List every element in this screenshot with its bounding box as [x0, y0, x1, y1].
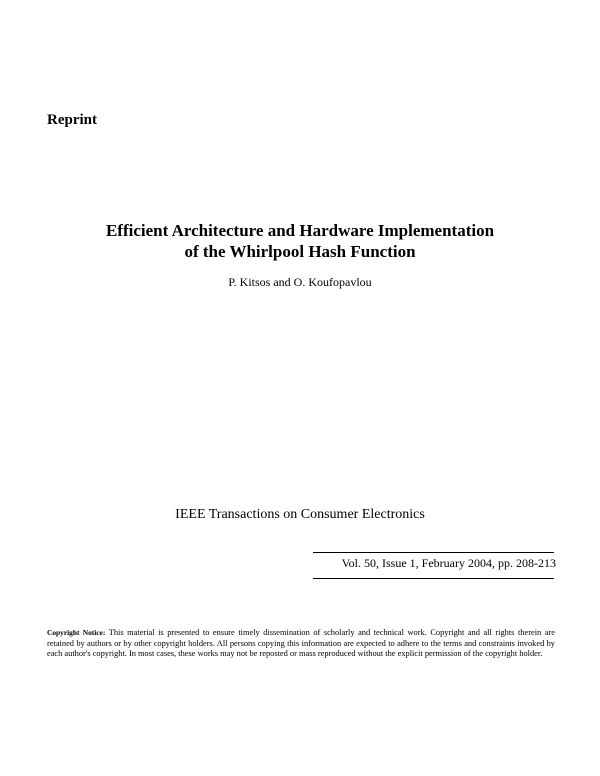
journal-name: IEEE Transactions on Consumer Electronics	[175, 507, 425, 522]
citation-top-rule	[313, 552, 554, 553]
paper-title	[0, 220, 600, 262]
title-line-1: Efficient Architecture and Hardware Implementation	[105, 221, 495, 240]
copyright-notice-label: Copyright Notice:	[47, 628, 106, 637]
copyright-notice	[47, 628, 555, 660]
copyright-notice-text: This material is presented to ensure timely dissemination of scholarly and technical work. Copyright and all rights therein are retained by authors or by other copyright holders. All persons copying this information are expected to adhere to the terms and constraints invoked by each author's copyright. In most cases, these works may not be reposted or mass reproduced without the explicit permission of the copyright holder.	[47, 628, 555, 659]
citation: Vol. 50, Issue 1, February 2004, pp. 208-213	[341, 556, 556, 570]
citation-bottom-rule	[313, 578, 554, 579]
reprint-label: Reprint	[47, 112, 97, 128]
authors: P. Kitsos and O. Koufopavlou	[228, 275, 372, 289]
title-line-2: of the Whirlpool Hash Function	[184, 242, 416, 261]
